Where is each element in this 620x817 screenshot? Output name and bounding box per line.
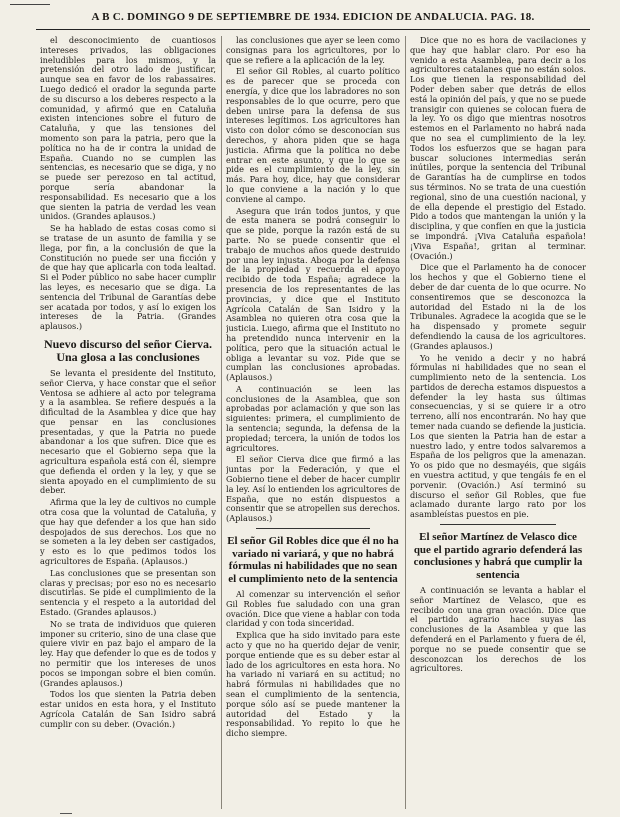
headline-cierva: Nuevo discurso del señor Cierva. Una glosa a las conclusiones xyxy=(43,336,213,364)
column-3 xyxy=(410,36,586,811)
column-2 xyxy=(226,36,400,811)
paragraph: El señor Gil Robles, al cuarto político es de parecer que se proceda con energía, y dice que los labradores no son responsables de lo que ocurre, pero que deben unirse para la defensa de sus intereses legítimos. Los agricultores han visto con dolor cómo se desconocían sus derechos, y ahora piden que se haga justicia. Afirma que la política no debe entrar en este asunto, y que lo que se pide es el cumplimiento de la ley, sin más. Para hoy, dice, hay que considerar lo que conviene a la nación y lo que conviene al campo. xyxy=(226,66,400,204)
paragraph: A continuación se levanta a hablar el señor Martínez de Velasco, que es recibido con una gran ovación. Dice que el partido agrario hace suyas las conclusiones de la Asamblea y que las defenderá en el Parlamento y fuera de él, porque no se puede consentir que se desconozcan los derechos de los agricultores. xyxy=(410,585,586,674)
column-1 xyxy=(40,36,216,811)
paragraph: Todos los que sienten la Patria deben estar unidos en esta hora, y el Instituto Agrícola Catalán de San Isidro sabrá cumplir con su deber. (Ovación.) xyxy=(40,689,216,729)
column-separator xyxy=(221,36,222,809)
page-edge-mark xyxy=(10,4,50,5)
column-separator xyxy=(405,36,406,809)
paragraph: Dice que no es hora de vacilaciones y que hay que hablar claro. Por eso ha venido a esta Asamblea, para decir a los agricultores catalanes que no están solos. Los que tienen la responsabilidad del Poder deben saber que detrás de ellos está la opinión del país, y que no se puede transigir con quienes se colocan fuera de la ley. Yo os digo que mientras nosotros estemos en el Parlamento no habrá nada que no sea el cumplimiento de la ley. Todos los esfuerzos que se hagan para buscar soluciones intermedias serán inútiles, porque la sentencia del Tribunal de Garantías ha de cumplirse en todos sus términos. No se trata de una cuestión regional, sino de una cuestión nacional, y de ella depende el prestigio del Estado. Pido a todos que mantengan la unión y la disciplina, y que confíen en que la justicia se impondrá. ¡Viva Cataluña española! ¡Viva España!, gritan al terminar. (Ovación.) xyxy=(410,36,586,261)
page-header: A B C. DOMINGO 9 DE SEPTIEMBRE DE 1934. EDICION DE ANDALUCIA. PAG. 18. xyxy=(91,11,535,23)
paragraph: Se ha hablado de estas cosas como si se tratase de un asunto de familia y se llega, por fin, a la conclusión de que la Constitución no puede ser una ficción y de que hay que aplicarla con toda lealtad. Si el Poder público no sabe hacer cumplir las leyes, es necesario que se diga. La sentencia del Tribunal de Garantías debe ser acatada por todos, y así lo exigen los intereses de la Patria. (Grandes aplausos.) xyxy=(40,223,216,332)
paragraph: Se levanta el presidente del Instituto, señor Cierva, y hace constar que el señor Ventosa se adhiere al acto por telegrama y a la asamblea. Se refiere después a la dificultad de la Asamblea y dice que hay que pensar en las conclusiones presentadas, y que la Patria no puede abandonar a los que sufren. Dice que es necesario que el Gobierno sepa que la agricultura española está con él, siempre que defienda el orden y la ley, y que se sienta apoyado en el cumplimiento de su deber. xyxy=(40,367,216,496)
paragraph: Dice que el Parlamento ha de conocer los hechos y que el Gobierno tiene el deber de dar cuenta de lo que ocurre. No consentiremos que se desconozca la autoridad del Estado ni la de los Tribunales. Agradece la acogida que se le ha dispensado y promete seguir defendiendo la causa de los agricultores. (Grandes aplausos.) xyxy=(410,262,586,351)
section-rule xyxy=(440,524,556,525)
paragraph: Al comenzar su intervención el señor Gil Robles fue saludado con una gran ovación. Dice que viene a hablar con toda claridad y con toda sinceridad. xyxy=(226,589,400,629)
paragraph: A continuación se leen las conclusiones de la Asamblea, que son aprobadas por aclamación y que son las siguientes: primera, el cumplimiento de la sentencia; segunda, la defensa de la propiedad; tercera, la unión de todos los agricultores. xyxy=(226,383,400,453)
paragraph: Asegura que irán todos juntos, y que de esta manera se podrá conseguir lo que se pide, porque la razón está de su parte. No se puede consentir que el trabajo de muchos años quede destruido por una ley injusta. Aboga por la defensa de la propiedad y recuerda el apoyo recibido de toda España; agradece la presencia de los representantes de las provincias, y dice que el Instituto Agrícola Catalán de San Isidro y la Asamblea no quieren otra cosa que la justicia. Luego, afirma que el Instituto no ha pretendido nunca intervenir en la política, pero que la situación actual le obliga a levantar su voz. Pide que se cumplan las conclusiones aprobadas. (Aplausos.) xyxy=(226,205,400,383)
paragraph: Las conclusiones que se presentan son claras y precisas; por eso no es necesario discutirlas. Se pide el cumplimiento de la sentencia y el respeto a la autoridad del Estado. (Grandes aplausos.) xyxy=(40,567,216,618)
paragraph: Explica que ha sido invitado para este acto y que no ha querido dejar de venir, porque entiende que es su deber estar al lado de los agricultores en esta hora. No ha variado ni variará en su actitud; no habrá fórmulas ni habilidades que no sean el cumplimiento de la sentencia, porque sólo así se puede mantener la autoridad del Estado y la responsabilidad. Yo repito lo que he dicho siempre. xyxy=(226,630,400,739)
paragraph: El señor Cierva dice que firmó a las juntas por la Federación, y que el Gobierno tiene el deber de hacer cumplir la ley. Así lo entienden los agricultores de España, que no están dispuestos a consentir que se atropellen sus derechos. (Aplausos.) xyxy=(226,454,400,524)
paragraph: Yo he venido a decir y no habrá fórmulas ni habilidades que no sean el cumplimiento neto de la sentencia. Los partidos de derecha estamos dispuestos a defender la ley hasta sus últimas consecuencias, y si se quiere ir a otro terreno, allí nos encontrarán. No hay que temer nada cuando se defiende la justicia. Los que sienten la Patria han de estar a nuestro lado, y entre todos salvaremos a España de los peligros que la amenazan. Yo os pido que no desmayéis, que sigáis en vuestra actitud, y que tengáis fe en el porvenir. (Ovación.) Así terminó su discurso el señor Gil Robles, que fue aclamado durante largo rato por los asambleístas puestos en pie. xyxy=(410,352,586,520)
page-bottom-mark xyxy=(60,813,72,814)
paragraph: el desconocimiento de cuantiosos intereses privados, las obligaciones ineludibles para los mismos, y la pretensión del otro lado de justificar, aunque sea en favor de los rabassaires. Luego dedicó el orador la segunda parte de su discurso a los deberes respecto a la comunidad, y afirmó que en Cataluña existen intenciones sobre el futuro de Cataluña, y que las tensiones del momento son para la patria, pero que la política no ha de ir contra la unidad de España. Cuando no se cumplen las sentencias, es necesario que se diga, y no se puede ser perezoso en tal actitud, porque sería abandonar la responsabilidad. Es necesario que a los que sienten la patria de verdad les vean unidos. (Grandes aplausos.) xyxy=(40,36,216,222)
header-rule xyxy=(36,29,590,30)
paragraph: No se trata de individuos que quieren imponer su criterio, sino de una clase que quiere vivir en paz bajo el amparo de la ley. Hay que defender lo que es de todos y no permitir que los intereses de unos pocos se impongan sobre el bien común. (Grandes aplausos.) xyxy=(40,618,216,688)
headline-martinez-velasco: El señor Martínez de Velasco dice que el partido agrario defenderá las conclusiones y habrá que cumplir la sentencia xyxy=(413,531,583,581)
headline-gil-robles: El señor Gil Robles dice que él no ha variado ni variará, y que no habrá fórmulas ni habilidades que no sean el cumplimiento neto de la sentencia xyxy=(227,535,399,585)
paragraph: las conclusiones que ayer se leen como consignas para los agricultores, por lo que se refiere a la aplicación de la ley. xyxy=(226,36,400,65)
paragraph: Afirma que la ley de cultivos no cumple otra cosa que la voluntad de Cataluña, y que hay que defender a los que han sido despojados de sus derechos. Los que no se someten a la ley deben ser castigados, y esto es lo que pedimos todos los agricultores de España. (Aplausos.) xyxy=(40,497,216,567)
section-rule xyxy=(256,528,370,529)
